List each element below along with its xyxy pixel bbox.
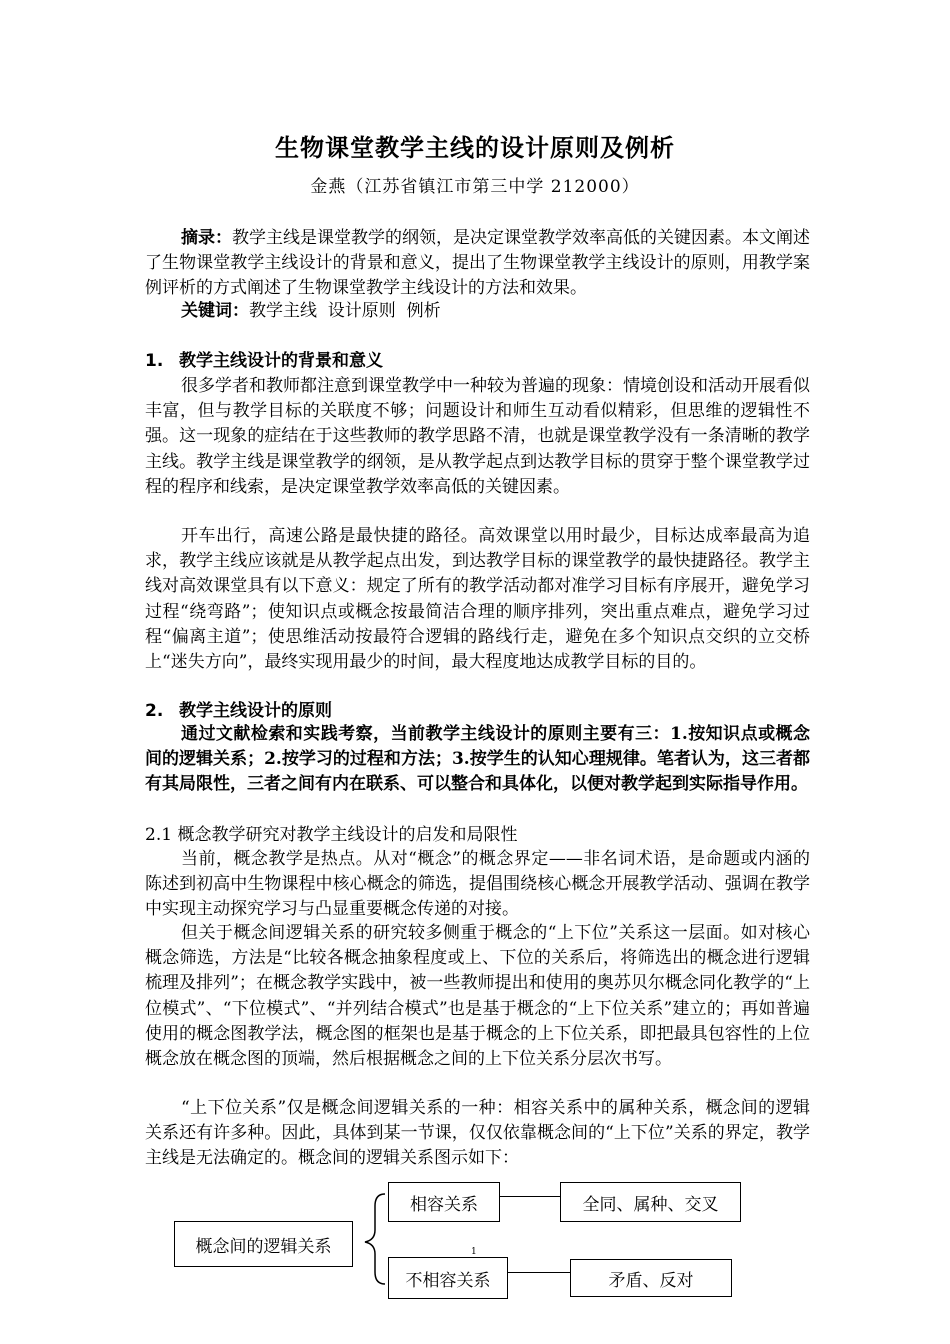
keywords-text: 教学主线 设计原则 例析 <box>249 301 441 321</box>
abstract-text: 教学主线是课堂教学的纲领，是决定课堂教学效率高低的关键因素。本文阐述了生物课堂教学主线设计的背景和意义，提出了生物课堂教学主线设计的原则，用教学案例评析的方式阐述了生物课堂教学主线设计的方法和效果。 <box>145 228 810 299</box>
section-1-paragraph-2: 开车出行，高速公路是最快捷的路径。高效课堂以用时最少，目标达成率最高为追求，教学主线应该就是从教学起点出发，到达教学目标的课堂教学的最快捷路径。教学主线对高效课堂具有以下意义：规定了所有的教学活动都对准学习目标有序展开，避免学习过程“绕弯路”；使知识点或概念按最简洁合理的顺序排列，突出重点难点，避免学习过程“偏离主道”；使思维活动按最符合逻辑的路线行走，避免在多个知识点交织的立交桥上“迷失方向”，最终实现用最少的时间，最大程度地达成教学目标的目的。 <box>145 526 810 673</box>
section-2-paragraph-3: 但关于概念间逻辑关系的研究较多侧重于概念的“上下位”关系这一层面。如对核心概念筛选，方法是“比较各概念抽象程度或上、下位的关系后，将筛选出的概念进行逻辑梳理及排列”；在概念教学实践中，被一些教师提出和使用的奥苏贝尔概念同化教学的“上位模式”、“下位模式”、“并列结合模式”也是基于概念的“上下位关系”建立的；再如普遍使用的概念图教学法，概念图的框架也是基于概念的上下位关系，即把最具包容性的上位概念放在概念图的顶端，然后根据概念之间的上下位关系分层次书写。 <box>145 923 810 1070</box>
subsection-2-1-title: 2.1 概念教学研究对教学主线设计的启发和局限性 <box>145 825 518 845</box>
page-number: 1 <box>471 1247 477 1257</box>
keywords <box>145 299 810 324</box>
section-1-paragraph-1: 很多学者和教师都注意到课堂教学中一种较为普遍的现象：情境创设和活动开展看似丰富，但与教学目标的关联度不够；问题设计和师生互动看似精彩，但思维的逻辑性不强。这一现象的症结在于这些教师的教学思路不清，也就是课堂教学没有一条清晰的教学主线。教学主线是课堂教学的纲领，是从教学起点到达教学目标的贯穿于整个课堂教学过程的程序和线索，是决定课堂教学效率高低的关键因素。 <box>145 376 810 497</box>
section-1-heading <box>145 349 810 374</box>
section-2-title: 教学主线设计的原则 <box>179 701 332 721</box>
diagram-incompatible-types-box: 矛盾、反对 <box>570 1259 732 1297</box>
page-title: 生物课堂教学主线的设计原则及例析 <box>275 134 675 162</box>
section-2-paragraph-1: 通过文献检索和实践考察，当前教学主线设计的原则主要有三：1.按知识点或概念间的逻辑关系；2.按学习的过程和方法；3.按学生的认知心理规律。笔者认为，这三者都有其局限性，三者之间有内在联系、可以整合和具体化，以便对教学起到实际指导作用。 <box>145 724 810 795</box>
diagram-connector-bottom <box>508 1272 570 1273</box>
section-2-paragraph-2: 当前，概念教学是热点。从对“概念”的概念界定——非名词术语，是命题或内涵的陈述到初高中生物课程中核心概念的筛选，提倡围绕核心概念开展教学活动、强调在教学中实现主动探究学习与凸显重要概念传递的对接。 <box>145 849 810 920</box>
diagram-root-box: 概念间的逻辑关系 <box>174 1221 353 1267</box>
section-1-title: 教学主线设计的背景和意义 <box>179 351 383 371</box>
section-2-number: 2. <box>145 701 164 721</box>
section-1-number: 1. <box>145 351 164 371</box>
keywords-label: 关键词： <box>181 301 249 321</box>
section-2-paragraph-4: “上下位关系”仅是概念间逻辑关系的一种：相容关系中的属种关系，概念间的逻辑关系还有许多种。因此，具体到某一节课，仅仅依靠概念间的“上下位”关系的界定，教学主线是无法确定的。概念间的逻辑关系图示如下： <box>145 1098 810 1169</box>
diagram-compatible-box: 相容关系 <box>388 1182 500 1222</box>
diagram-connector-top <box>500 1196 560 1197</box>
author-line: 金燕（江苏省镇江市第三中学 212000） <box>310 177 640 197</box>
section-2-heading <box>145 699 810 724</box>
abstract-label: 摘录： <box>181 228 232 248</box>
abstract <box>145 226 810 302</box>
diagram-incompatible-box: 不相容关系 <box>388 1257 508 1299</box>
diagram-compatible-types-box: 全同、属种、交叉 <box>560 1182 741 1222</box>
